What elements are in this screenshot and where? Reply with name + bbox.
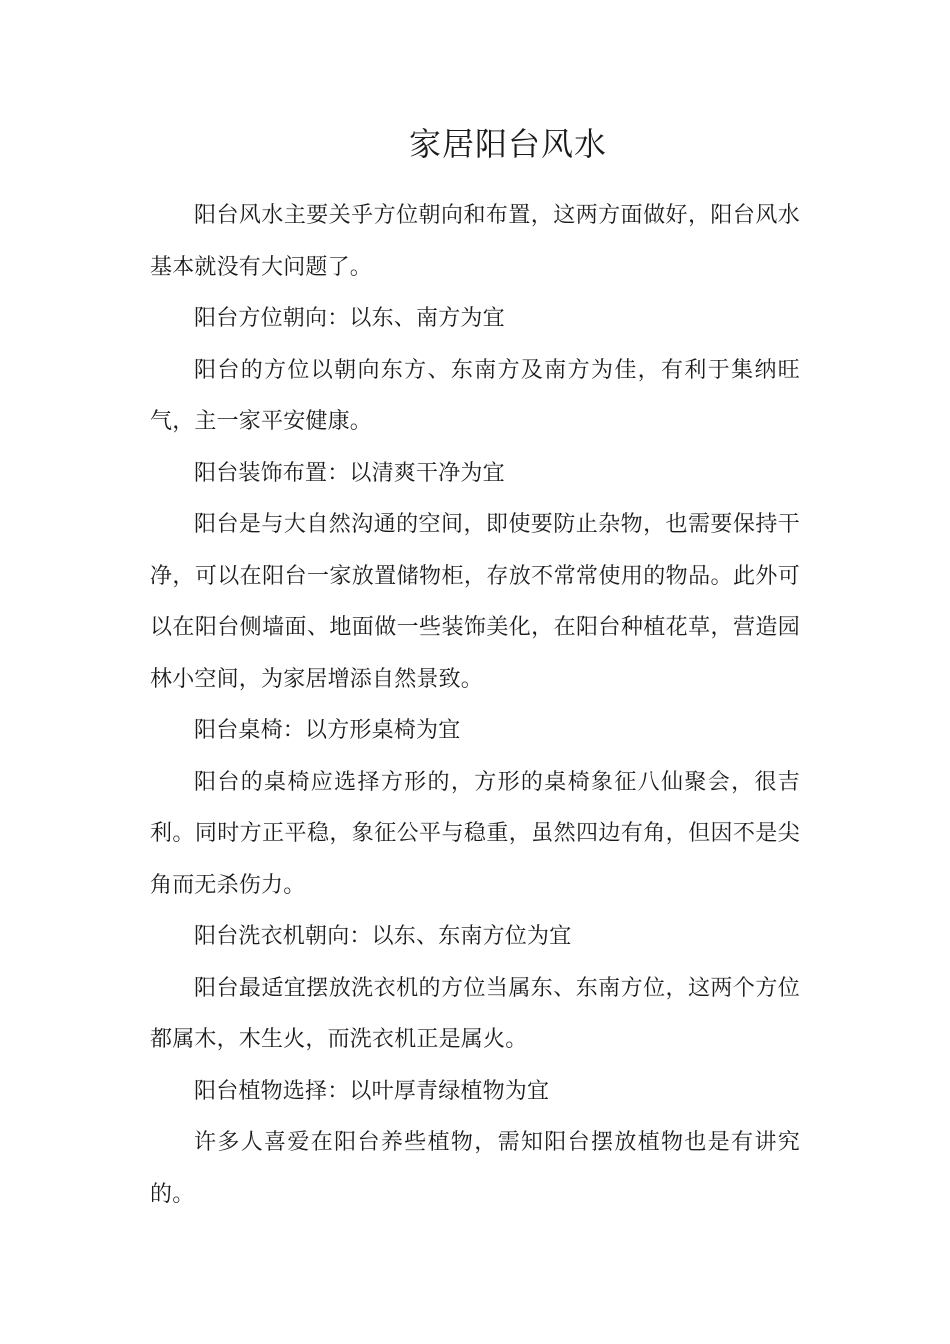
heading-decoration: 阳台装饰布置：以清爽干净为宜	[194, 460, 505, 486]
heading-washing-machine: 阳台洗衣机朝向：以东、东南方位为宜	[194, 924, 572, 949]
document-body	[150, 190, 800, 1220]
paragraph-plants: 许多人喜爱在阳台养些植物，需知阳台摆放植物也是有讲究的。	[150, 1130, 800, 1207]
paragraph-washing-machine: 阳台最适宜摆放洗衣机的方位当属东、东南方位，这两个方位都属木，木生火，而洗衣机正是属火。	[150, 975, 800, 1052]
heading-orientation: 阳台方位朝向：以东、南方为宜	[194, 306, 505, 331]
paragraph-furniture: 阳台的桌椅应选择方形的，方形的桌椅象征八仙聚会，很吉利。同时方正平稳，象征公平与稳重，虽然四边有角，但因不是尖角而无杀伤力。	[150, 769, 800, 898]
heading-furniture: 阳台桌椅：以方形桌椅为宜	[194, 718, 461, 743]
paragraph-orientation: 阳台的方位以朝向东方、东南方及南方为佳，有利于集纳旺气，主一家平安健康。	[150, 357, 800, 434]
heading-plants: 阳台植物选择：以叶厚青绿植物为宜	[194, 1078, 550, 1104]
paragraph-intro: 阳台风水主要关乎方位朝向和布置，这两方面做好，阳台风水基本就没有大问题了。	[150, 203, 800, 280]
paragraph-decoration: 阳台是与大自然沟通的空间，即使要防止杂物，也需要保持干净，可以在阳台一家放置储物柜，存放不常常使用的物品。此外可以在阳台侧墙面、地面做一些装饰美化，在阳台种植花草，营造园林小空间，为家居增添自然景致。	[150, 512, 800, 692]
document-title: 家居阳台风水	[408, 125, 607, 163]
